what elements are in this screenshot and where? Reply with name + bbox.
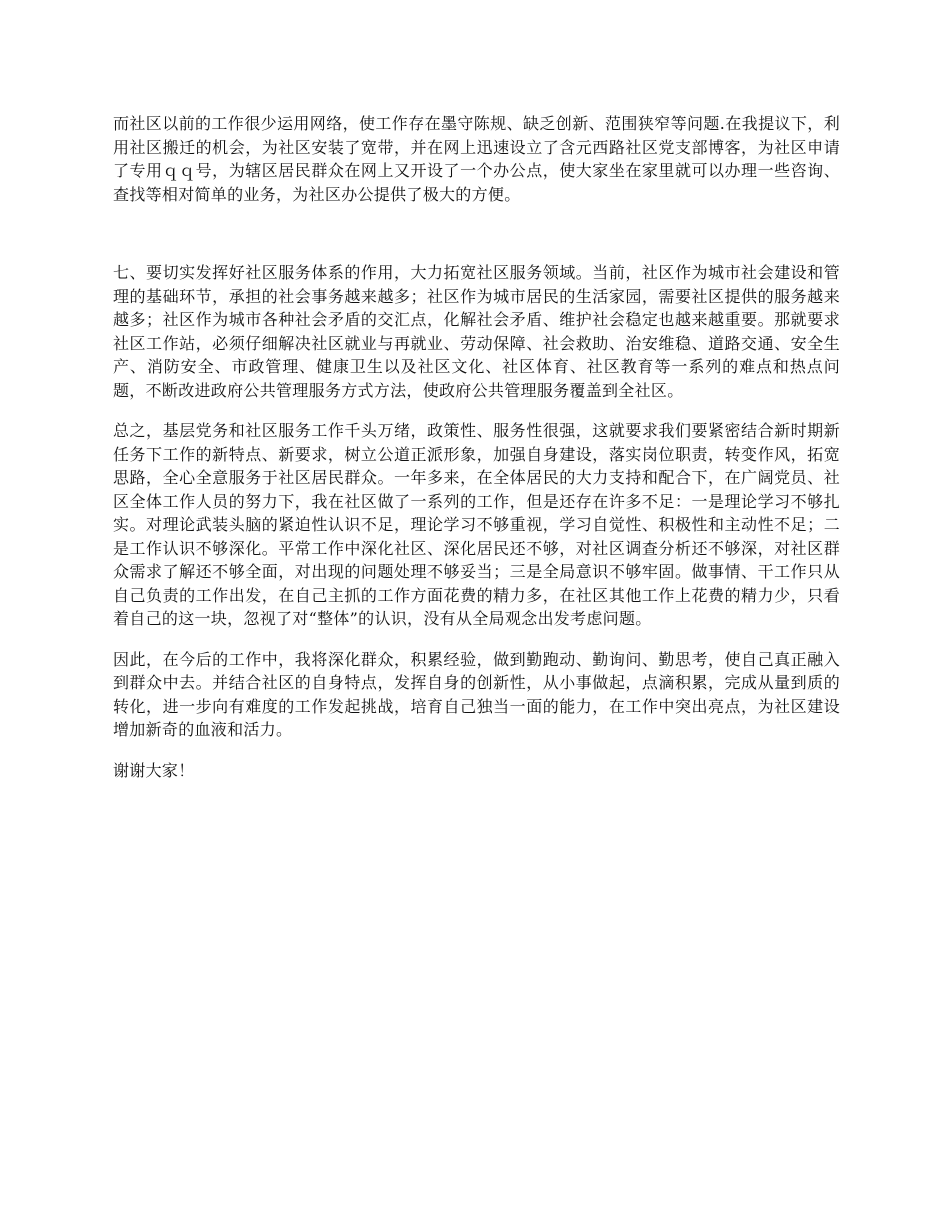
paragraph-community-services: 七、要切实发挥好社区服务体系的作用，大力拓宽社区服务领域。当前，社区作为城市社会建设和管理的基础环节，承担的社会事务越来越多；社区作为城市居民的生活家园，需要社区提供的服务越来越多；社区作为城市各种社会矛盾的交汇点，化解社会矛盾、维护社会稳定也越来越重要。那就要求社区工作站，必须仔细解决社区就业与再就业、劳动保障、社会救助、治安维稳、道路交通、安全生产、消防安全、市政管理、健康卫生以及社区文化、社区体育、社区教育等一系列的难点和热点问题，不断改进政府公共管理服务方式方法，使政府公共管理服务覆盖到全社区。 bbox=[113, 263, 840, 400]
document-page bbox=[113, 112, 840, 782]
paragraph-future-plans: 因此，在今后的工作中，我将深化群众，积累经验，做到勤跑动、勤询问、勤思考，使自己真正融入到群众中去。并结合社区的自身特点，发挥自身的创新性，从小事做起，点滴积累，完成从量到质的转化，进一步向有难度的工作发起挑战，培育自己独当一面的能力，在工作中突出亮点，为社区建设增加新奇的血液和活力。 bbox=[113, 649, 840, 739]
paragraph-summary-shortcomings: 总之，基层党务和社区服务工作千头万绪，政策性、服务性很强，这就要求我们要紧密结合新时期新任务下工作的新特点、新要求，树立公道正派形象，加强自身建设，落实岗位职责，转变作风，拓宽思路，全心全意服务于社区居民群众。一年多来，在全体居民的大力支持和配合下，在广阔党员、社区全体工作人员的努力下，我在社区做了一系列的工作，但是还存在许多不足：一是理论学习不够扎实。对理论武装头脑的紧迫性认识不足，理论学习不够重视，学习自觉性、积极性和主动性不足；二是工作认识不够深化。平常工作中深化社区、深化居民还不够，对社区调查分析还不够深，对社区群众需求了解还不够全面，对出现的问题处理不够妥当；三是全局意识不够牢固。做事情、干工作只从自己负责的工作出发，在自己主抓的工作方面花费的精力多，在社区其他工作上花费的精力少，只看着自己的这一块，忽视了对“整体”的认识，没有从全局观念出发考虑问题。 bbox=[113, 421, 840, 628]
closing-thanks: 谢谢大家！ bbox=[113, 760, 195, 780]
paragraph-network-office: 而社区以前的工作很少运用网络，使工作存在墨守陈规、缺乏创新、范围狭窄等问题.在我提议下，利用社区搬迁的机会，为社区安装了宽带，并在网上迅速设立了含元西路社区党支部博客，为社区申请了专用ｑｑ号，为辖区居民群众在网上又开设了一个办公点，使大家坐在家里就可以办理一些咨询、查找等相对简单的业务，为社区办公提供了极大的方便。 bbox=[113, 114, 840, 204]
